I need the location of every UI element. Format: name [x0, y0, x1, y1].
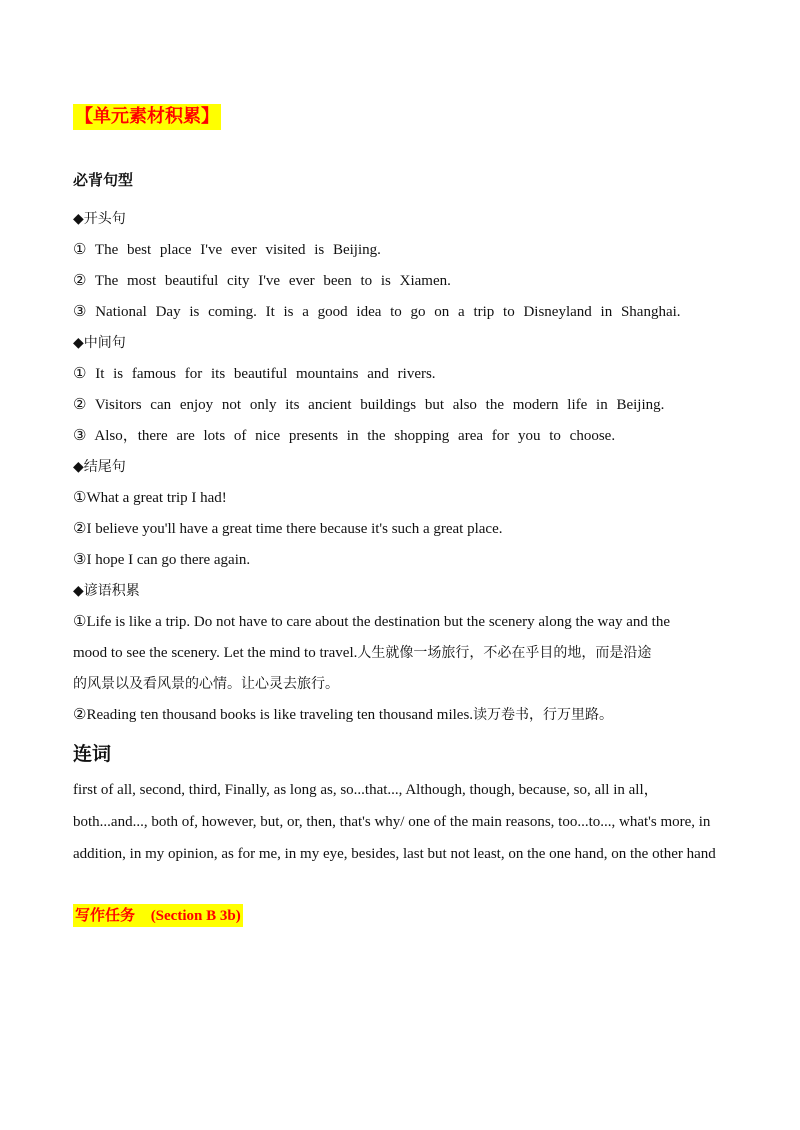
middle-item-1: ① It is famous for its beautiful mountains and rivers. [73, 366, 436, 382]
opening-item-3: ③ National Day is coming. It is a good idea to go on a trip to Disneyland in Shanghai. [73, 304, 681, 320]
proverb-2-english: ②Reading ten thousand books is like traveling ten thousand miles. [73, 707, 474, 723]
writing-task-heading [73, 904, 243, 927]
ending-item-1: ①What a great trip I had! [73, 490, 227, 506]
proverb-1-line-2 [73, 638, 733, 669]
ending-item-2: ②I believe you'll have a great time there because it's such a great place. [73, 521, 503, 537]
must-memorize-heading: 必背句型 [73, 171, 134, 189]
conjunctions-heading: 连词 [73, 743, 112, 765]
ending-item-3: ③I hope I can go there again. [73, 552, 251, 568]
proverb-1-english: mood to see the scenery. Let the mind to travel. [73, 645, 358, 661]
middle-item-3: ③ Also，there are lots of nice presents in the shopping area for you to choose. [73, 428, 616, 444]
proverb-1-chinese: 人生就像一场旅行，不必在乎目的地，而是沿途 [357, 645, 652, 661]
proverb-1-line-1: ①Life is like a trip. Do not have to care about the destination but the scenery along the way and the [73, 614, 671, 630]
opening-item-1: ① The best place I've ever visited is Beijing. [73, 242, 381, 258]
writing-task-section: (Section B 3b) [150, 908, 241, 924]
opening-item-2: ② The most beautiful city I've ever been to is Xiamen. [73, 273, 451, 289]
proverb-2 [73, 700, 733, 731]
sentence-patterns [73, 204, 733, 731]
opening-label: ◆开头句 [73, 211, 126, 227]
proverbs-label: ◆谚语积累 [73, 583, 140, 599]
ending-label: ◆结尾句 [73, 459, 126, 475]
proverb-1-line-3: 的风景以及看风景的心情。让心灵去旅行。 [73, 676, 339, 692]
middle-label: ◆中间句 [73, 335, 126, 351]
conjunctions-list: first of all, second, third, Finally, as long as, so...that..., Although, though, because, so, all in all，both...and..., both of, however, but, or, then, that's why/ one of the main reasons, too...to..., what's more, in addition, in my opinion, as for me, in my eye, besides, last but not least, on the one hand, on the other hand [73, 782, 716, 862]
writing-task-label: 写作任务 [75, 906, 136, 924]
unit-heading: 【单元素材积累】 [73, 104, 221, 130]
middle-item-2: ② Visitors can enjoy not only its ancient buildings but also the modern life in Beijing. [73, 397, 665, 413]
proverb-2-chinese: 读万卷书，行万里路。 [473, 707, 614, 723]
